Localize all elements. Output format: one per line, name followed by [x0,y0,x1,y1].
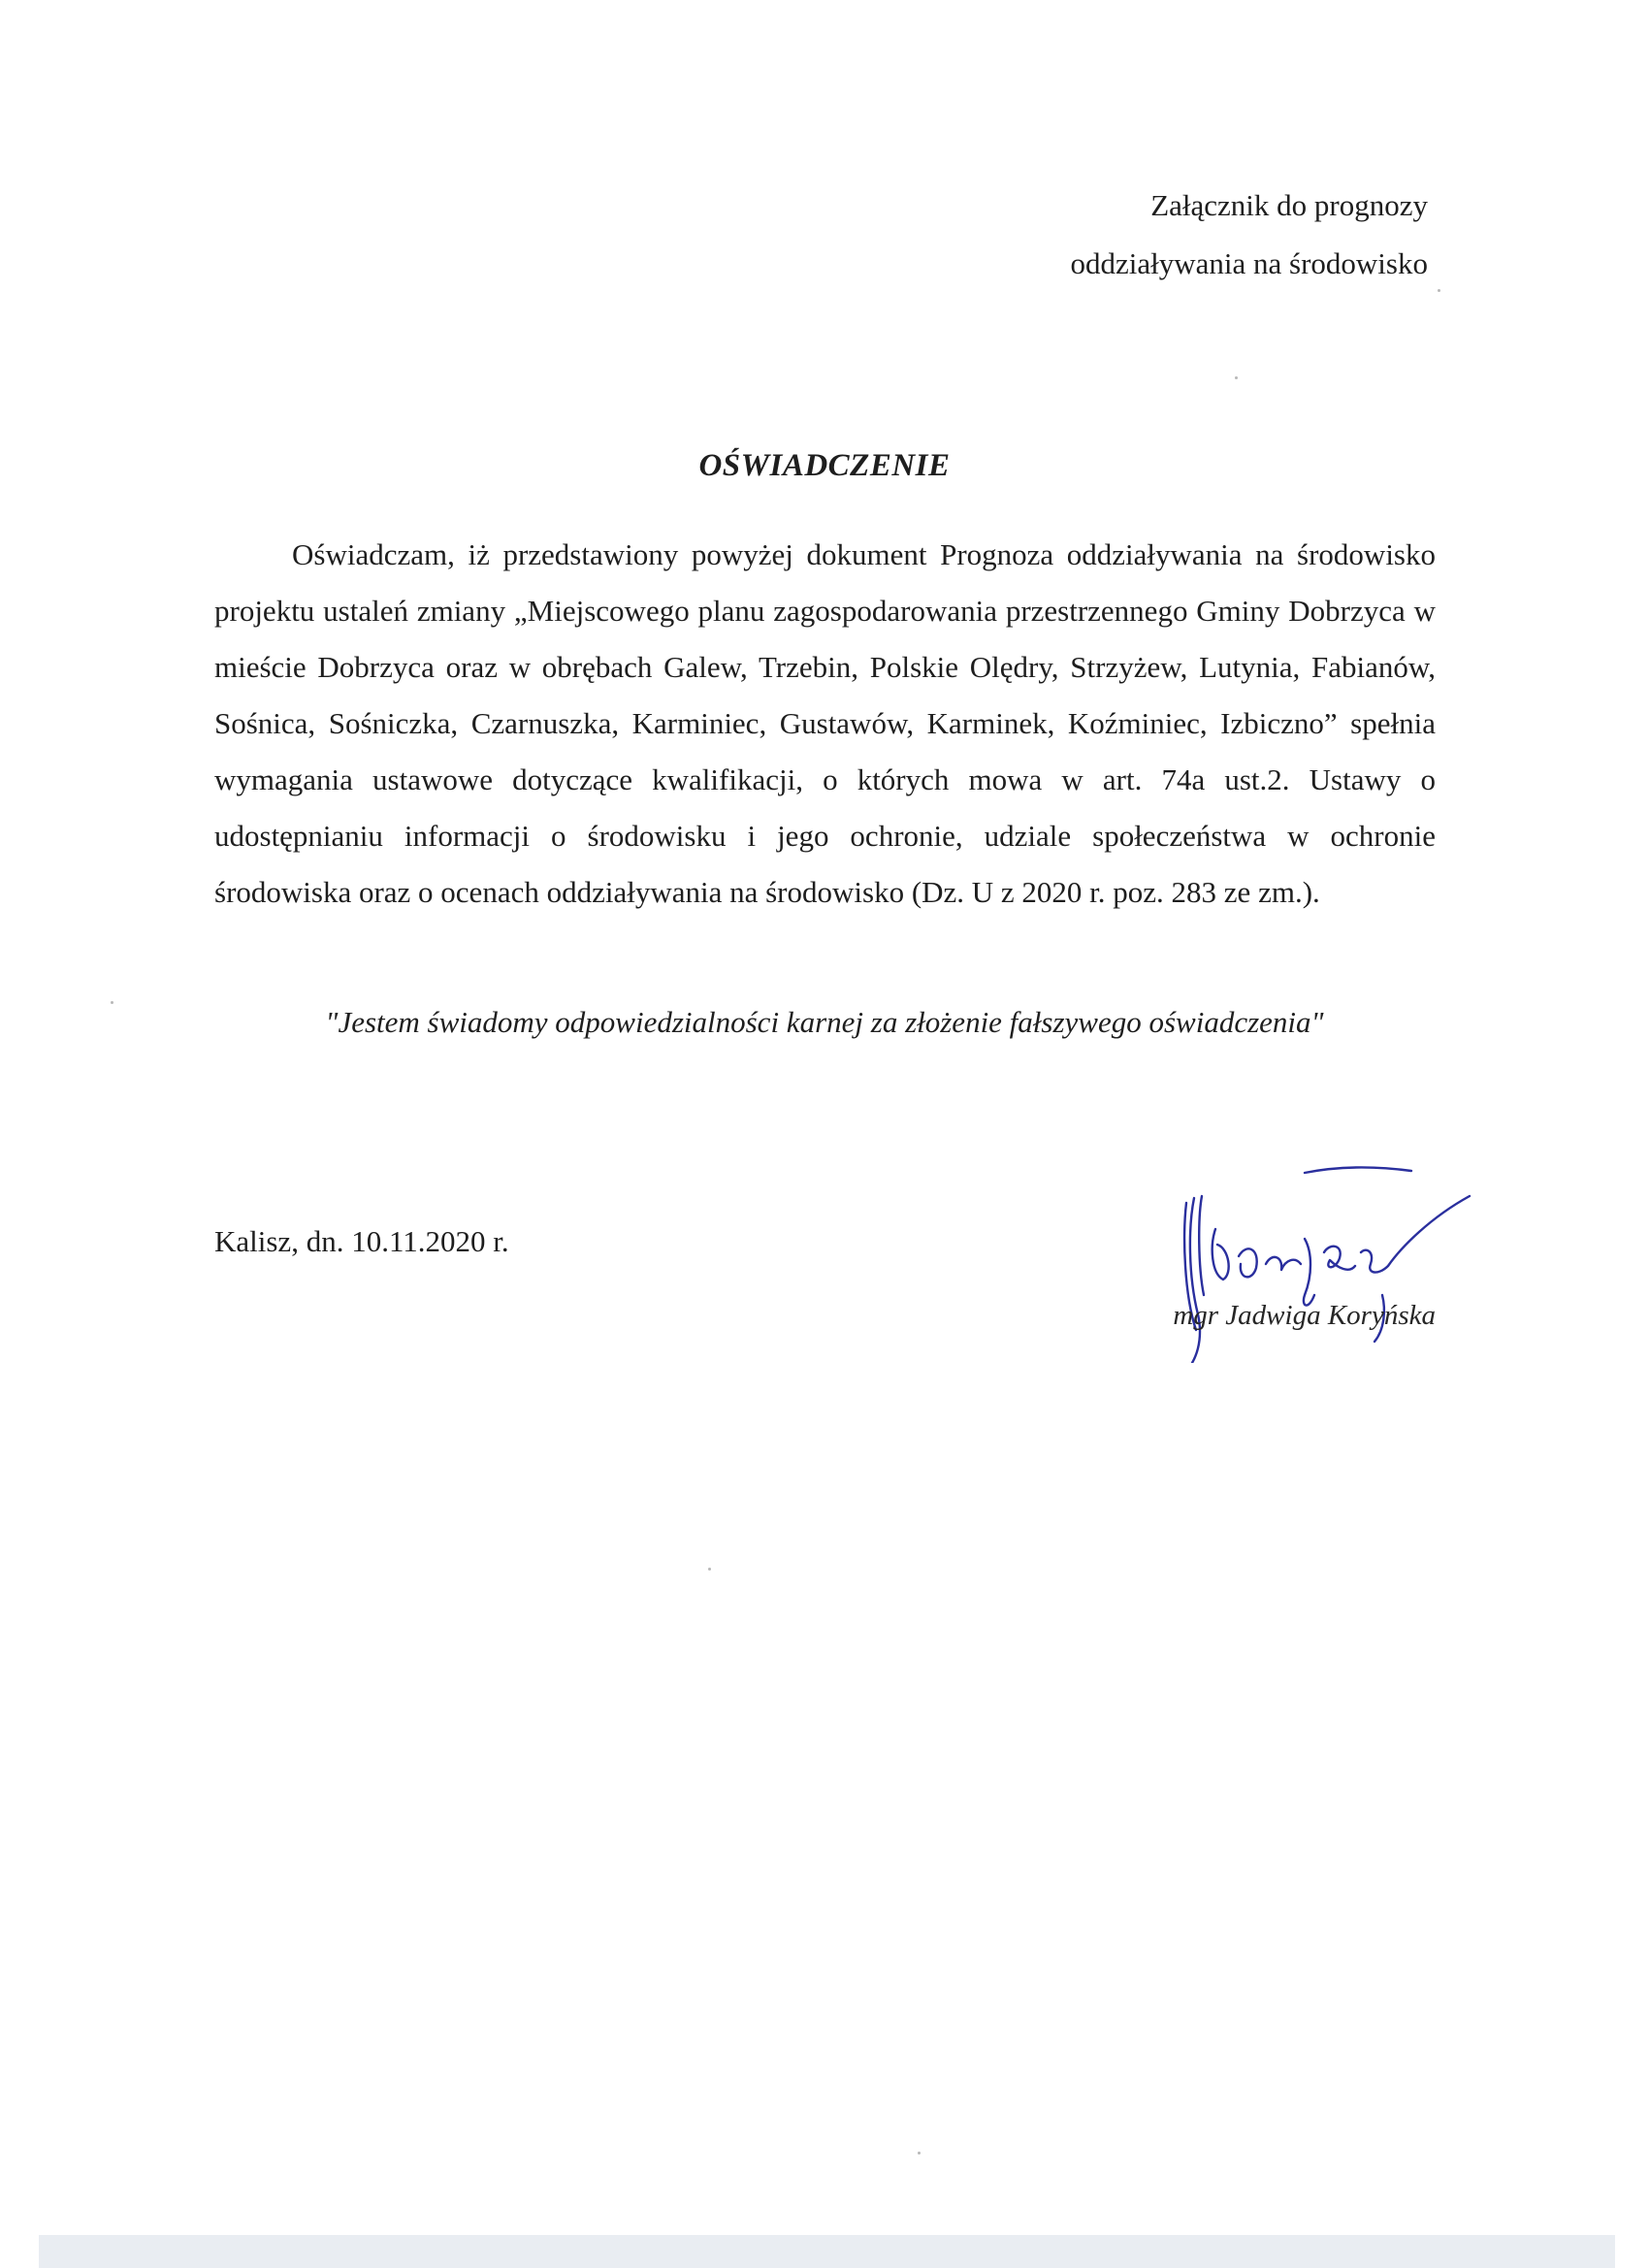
place-and-date: Kalisz, dn. 10.11.2020 r. [214,1224,509,1258]
scan-speck [1235,376,1238,379]
attachment-note [1071,177,1428,293]
scan-speck [1438,289,1440,292]
attachment-note-line-2: oddziaływania na środowisko [1070,246,1428,280]
attachment-note-line-1: Załącznik do prognozy [1150,188,1428,222]
document-title: OŚWIADCZENIE [698,448,951,483]
scan-speck [708,1568,711,1571]
scan-bottom-edge [39,2235,1615,2268]
scan-speck [918,2152,921,2155]
scan-speck [111,1001,113,1004]
handwritten-signature [1159,1159,1508,1363]
declaration-body: Oświadczam, iż przedstawiony powyżej dokument Prognoza oddziaływania na środowisko projektu ustaleń zmiany „Miejscowego planu zagospodarowania przestrzennego Gminy Dobrzyca w mieście Dobrzyca oraz w obrębach Galew, Trzebin, Polskie Olędry, Strzyżew, Lutynia, Fabianów, Sośnica, Sośniczka, Czarnuszka, Karminiec, Gustawów, Karminek, Koźminiec, Izbiczno” spełnia wymagania ustawowe dotyczące kwalifikacji, o których mowa w art. 74a ust.2. Ustawy o udostępnianiu informacji o środowisku i jego ochronie, udziale społeczeństwa w ochronie środowiska oraz o ocenach oddziaływania na środowisko (Dz. U z 2020 r. poz. 283 ze zm.). [214,537,1436,909]
signer-name: mgr Jadwiga Koryńska [1173,1300,1436,1331]
liability-statement: "Jestem świadomy odpowiedzialności karnej za złożenie fałszywego oświadczenia" [325,1005,1324,1039]
